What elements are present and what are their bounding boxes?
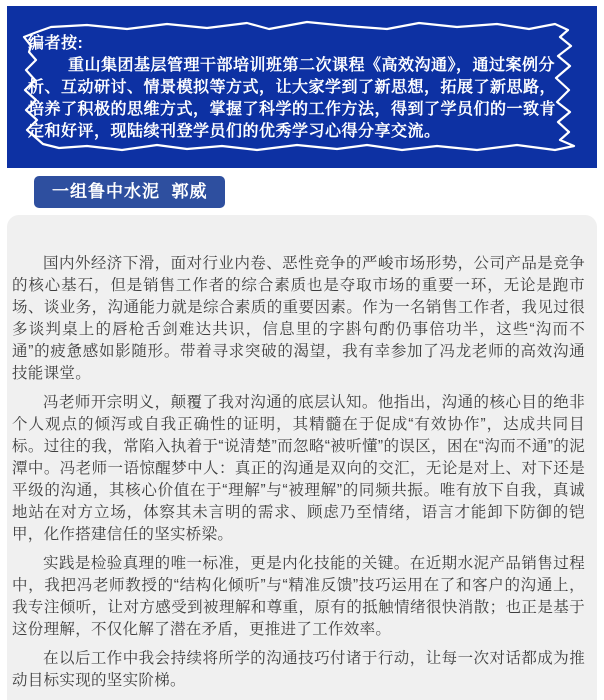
author-tag: 一组鲁中水泥 郭威 (34, 176, 225, 208)
editor-note-label: 编者按: (28, 35, 84, 52)
editor-note-body: 重山集团基层管理干部培训班第二次课程《高效沟通》，通过案例分析、互动研讨、情景模拟等方式，让大家学到了新思想，拓展了新思路，培养了积极的思维方式，掌握了科学的工作方法，得到了学员们的一致肯定和好评，现陆续刊登学员们的优秀学习心得分享交流。 (28, 57, 557, 140)
article-body-card (7, 215, 597, 700)
article-paragraph: 在以后工作中我会持续将所学的沟通技巧付诸于行动，让每一次对话都成为推动目标实现的坚实阶梯。 (12, 650, 585, 689)
article-paragraph: 冯老师开宗明义，颠覆了我对沟通的底层认知。他指出，沟通的核心目的绝非个人观点的倾泻或自我正确性的证明，其精髓在于促成“有效协作”，达成共同目标。过往的我，常陷入执着于“说清楚”而忽略“被听懂”的误区，困在“沟而不通”的泥潭中。冯老师一语惊醒梦中人：真正的沟通是双向的交汇，无论是对上、对下还是平级的沟通，其核心价值在于“理解”与“被理解”的同频共振。唯有放下自我，真诚地站在对方立场，体察其未言明的需求、顾虑乃至情绪，语言才能卸下防御的铠甲，化作搭建信任的坚实桥梁。 (12, 394, 585, 543)
article-paragraph: 国内外经济下滑，面对行业内卷、恶性竞争的严峻市场形势，公司产品是竞争的核心基石，但是销售工作者的综合素质也是夺取市场的重要一环，无论是跑市场、谈业务，沟通能力就是综合素质的重要因素。作为一名销售工作者，我见过很多谈判桌上的唇枪舌剑难达共识，信息里的字斟句酌仍事倍功半，这些“沟而不通”的疲惫感如影随形。带着寻求突破的渴望，我有幸参加了冯龙老师的高效沟通技能课堂。 (12, 255, 585, 382)
article-paragraph: 实践是检验真理的唯一标准，更是内化技能的关键。在近期水泥产品销售过程中，我把冯老师教授的“结构化倾听”与“精准反馈”技巧运用在了和客户的沟通上，我专注倾听，让对方感受到被理解和尊重，原有的抵触情绪很快消散；也正是基于这份理解，不仅化解了潜在矛盾，更推进了工作效率。 (12, 555, 585, 638)
editor-note-content (28, 33, 571, 143)
editor-note-box (7, 6, 597, 168)
